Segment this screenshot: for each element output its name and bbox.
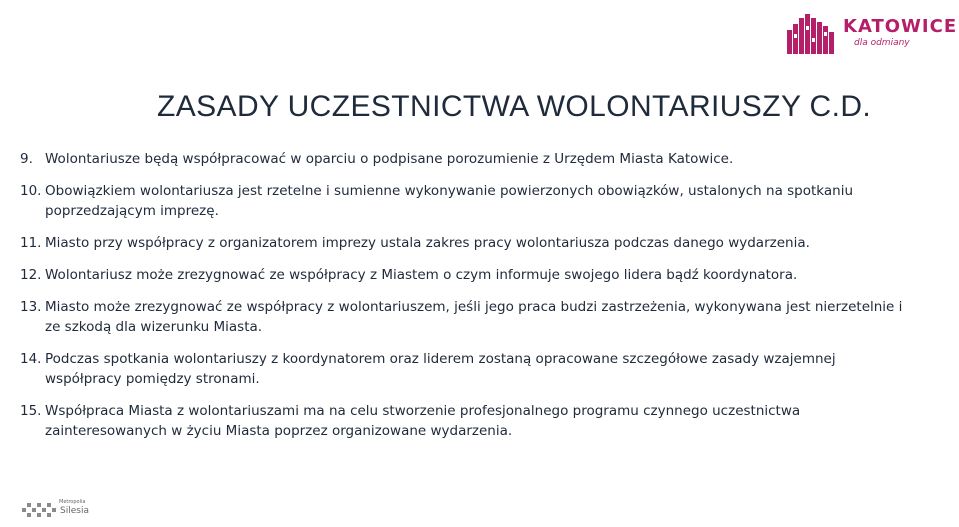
item-number: 13. — [20, 299, 42, 315]
metropolia-label: Metropolia — [59, 499, 86, 505]
item-number: 12. — [20, 267, 42, 283]
katowice-logo[interactable] — [787, 12, 958, 56]
item-number: 10. — [20, 183, 42, 199]
brand-name: KATOWICE — [843, 16, 958, 37]
page-title: ZASADY UCZESTNICTWA WOLONTARIUSZY C.D. — [157, 90, 872, 123]
item-text: Współpraca Miasta z wolontariuszami ma na celu stworzenie profesjonalnego programu czynnego uczestnictwa zainteresowanych w życiu Miasta poprzez organizowane wydarzenia. — [45, 403, 801, 439]
list-item — [20, 401, 910, 441]
item-text: Miasto może zrezygnować ze współpracy z wolontariuszem, jeśli jego praca budzi zastrzeżenia, wykonywana jest nierzetelnie i ze szkodą dla wizerunku Miasta. — [45, 299, 903, 335]
rules-list — [20, 149, 910, 453]
list-item — [20, 265, 910, 285]
item-text: Podczas spotkania wolontariuszy z koordynatorem oraz liderem zostaną opracowane szczegółowe zasady wzajemnej współpracy pomiędzy stronami. — [45, 351, 836, 387]
item-text: Obowiązkiem wolontariusza jest rzetelne i sumienne wykonywanie powierzonych obowiązków, ustalonych na spotkaniu poprzedzającym imprezę. — [45, 183, 854, 219]
metropolia-grid-icon — [22, 500, 56, 520]
item-number: 9. — [20, 151, 33, 167]
list-item — [20, 233, 910, 253]
item-number: 15. — [20, 403, 42, 419]
list-item — [20, 297, 910, 337]
item-text: Wolontariusz może zrezygnować ze współpracy z Miastem o czym informuje swojego lidera bądź koordynatora. — [45, 267, 798, 283]
item-number: 14. — [20, 351, 42, 367]
list-item — [20, 149, 910, 169]
item-text: Miasto przy współpracy z organizatorem imprezy ustala zakres pracy wolontariusza podczas danego wydarzenia. — [45, 235, 810, 251]
list-item — [20, 349, 910, 389]
silesia-label: Silesia — [60, 506, 89, 516]
item-number: 11. — [20, 235, 42, 251]
brand-tagline: dla odmiany — [854, 38, 910, 48]
metropolia-silesia-logo[interactable] — [22, 500, 97, 520]
list-item — [20, 181, 910, 221]
item-text: Wolontariusze będą współpracować w oparciu o podpisane porozumienie z Urzędem Miasta Katowice. — [45, 151, 734, 167]
city-skyline-icon — [787, 12, 839, 56]
